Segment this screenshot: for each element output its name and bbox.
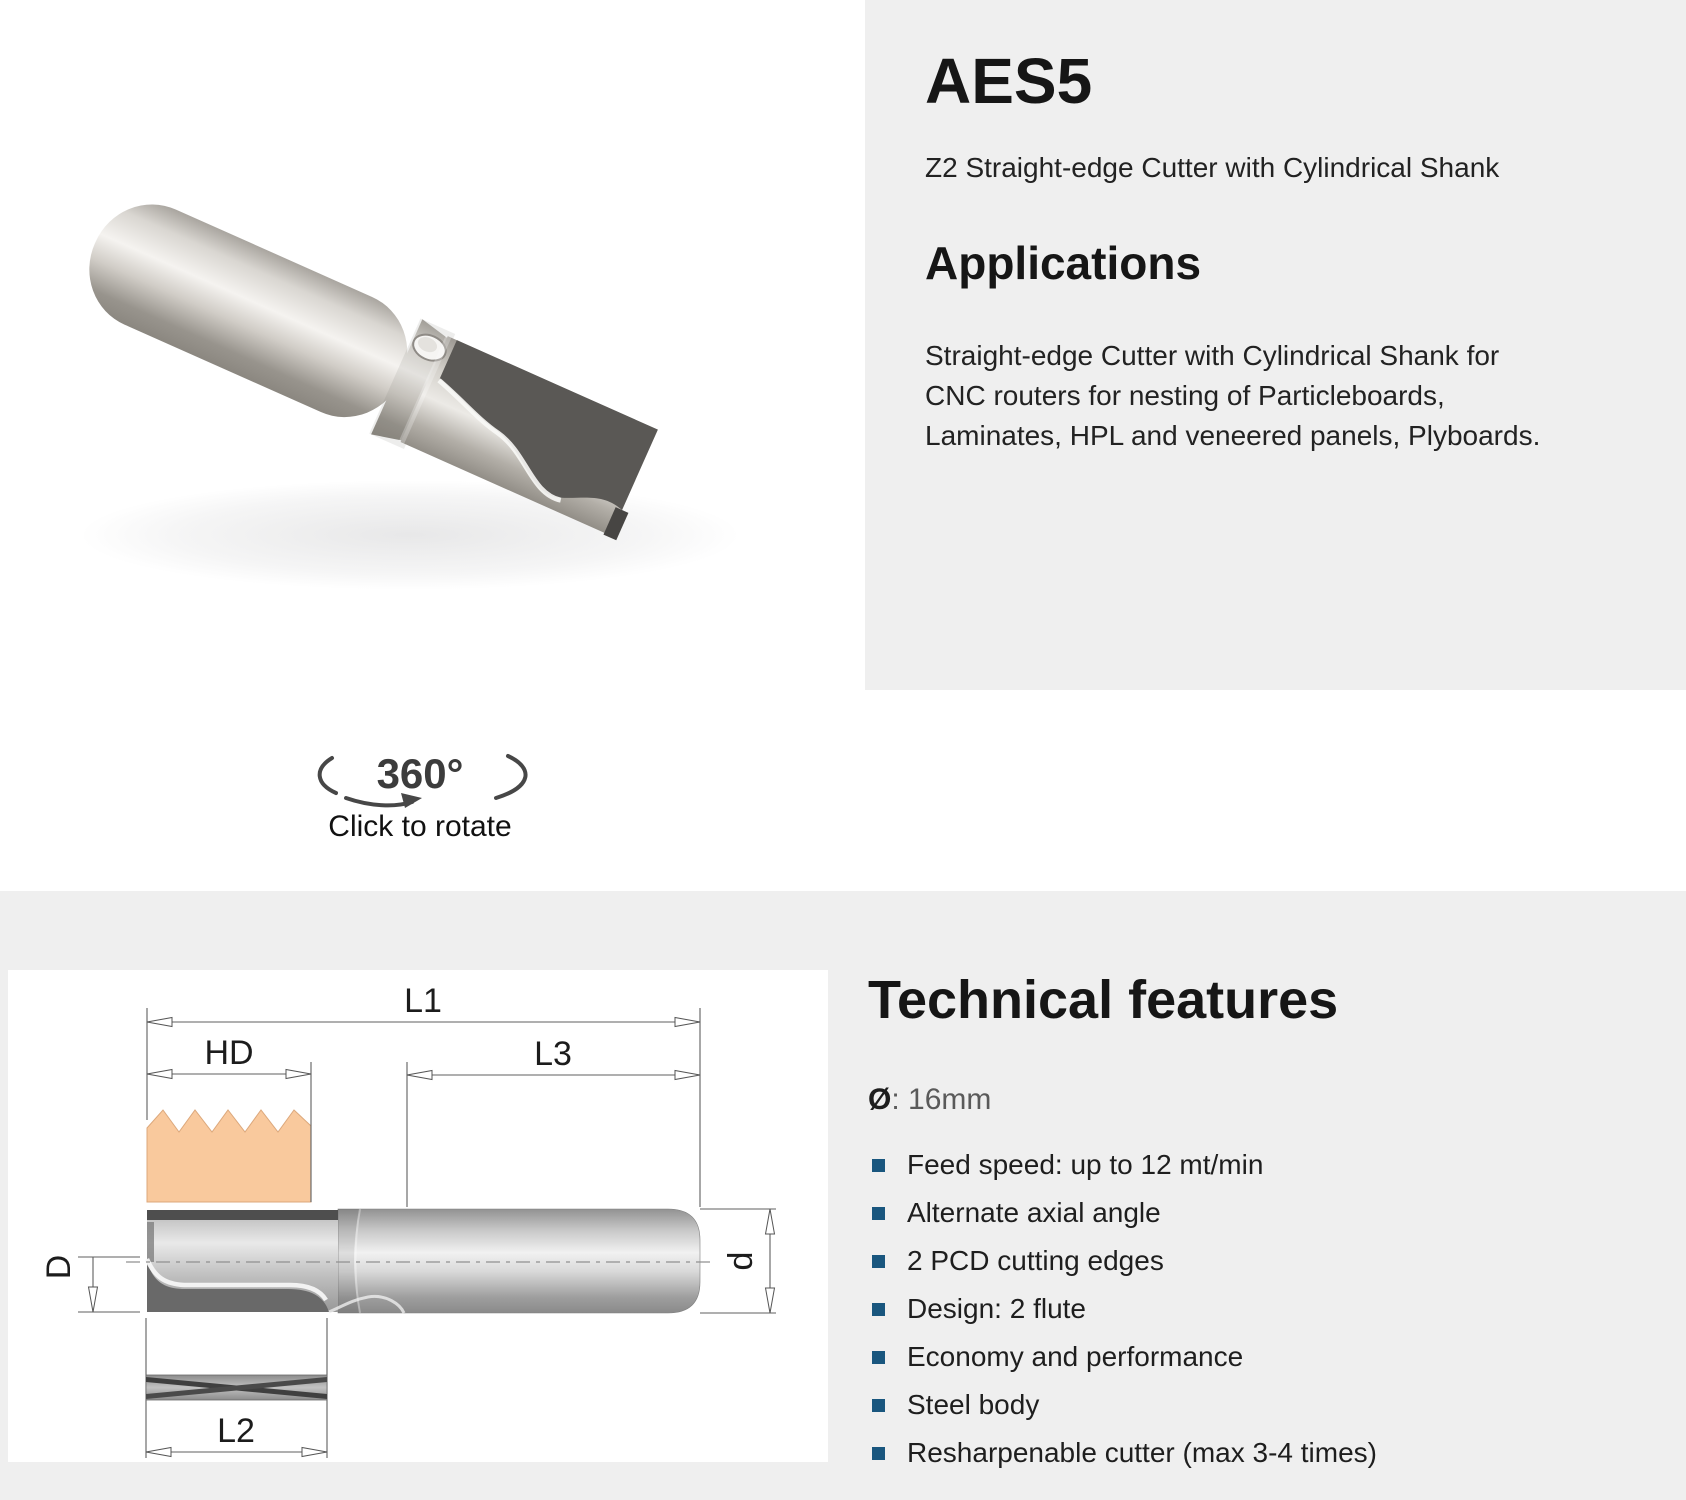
rotate-360-icon[interactable] xyxy=(300,732,540,812)
applications-text: Straight-edge Cutter with Cylindrical Shank for CNC routers for nesting of Particleboards, Laminates, HPL and veneered panels, Plyboards. xyxy=(925,340,1541,451)
bullet-square-icon xyxy=(872,1399,885,1412)
feature-item xyxy=(868,1247,1658,1275)
bullet-square-icon xyxy=(872,1447,885,1460)
feature-text: Alternate axial angle xyxy=(907,1197,1161,1228)
dim-label-L2: L2 xyxy=(217,1412,255,1450)
dimension-diagram xyxy=(8,970,828,1462)
diameter-value: : 16mm xyxy=(891,1083,992,1116)
technical-section xyxy=(0,891,1686,1500)
cutter-head-top-edge xyxy=(147,1210,338,1220)
feature-text: Resharpenable cutter (max 3-4 times) xyxy=(907,1437,1377,1468)
dim-label-L1: L1 xyxy=(404,982,442,1020)
feature-text: Steel body xyxy=(907,1389,1040,1420)
product-title: AES5 xyxy=(925,45,1093,117)
technical-features-heading: Technical features xyxy=(868,970,1339,1030)
product-subtitle: Z2 Straight-edge Cutter with Cylindrical Shank xyxy=(925,152,1500,183)
product-photo[interactable] xyxy=(20,130,780,660)
features-list xyxy=(868,1151,1658,1467)
dim-label-D: D xyxy=(40,1254,78,1280)
technical-drawing-panel xyxy=(8,970,828,1462)
workpiece-block xyxy=(147,1110,311,1202)
feature-text: Design: 2 flute xyxy=(907,1293,1086,1324)
feature-text: Economy and performance xyxy=(907,1341,1244,1372)
dim-label-L3: L3 xyxy=(534,1035,572,1073)
bullet-square-icon xyxy=(872,1351,885,1364)
cutter-shank xyxy=(338,1209,700,1313)
bullet-square-icon xyxy=(872,1255,885,1268)
feature-text: 2 PCD cutting edges xyxy=(907,1245,1164,1276)
diameter-spec xyxy=(868,1083,1658,1117)
bullet-square-icon xyxy=(872,1207,885,1220)
dim-label-d: d xyxy=(722,1251,760,1271)
feature-item xyxy=(868,1391,1658,1419)
feature-item xyxy=(868,1343,1658,1371)
dim-label-HD: HD xyxy=(204,1034,254,1072)
product-info-panel xyxy=(865,0,1686,690)
product-photo-render xyxy=(20,130,780,660)
feature-text: Feed speed: up to 12 mt/min xyxy=(907,1149,1264,1180)
rotate-360-label: 360° xyxy=(376,750,464,797)
feature-item xyxy=(868,1199,1658,1227)
diameter-symbol: Ø xyxy=(868,1083,892,1116)
click-to-rotate-hint[interactable]: Click to rotate xyxy=(328,810,512,843)
bullet-square-icon xyxy=(872,1303,885,1316)
feature-item xyxy=(868,1295,1658,1323)
feature-item xyxy=(868,1439,1658,1467)
bullet-square-icon xyxy=(872,1159,885,1172)
applications-heading: Applications xyxy=(925,237,1202,289)
feature-item xyxy=(868,1151,1658,1179)
